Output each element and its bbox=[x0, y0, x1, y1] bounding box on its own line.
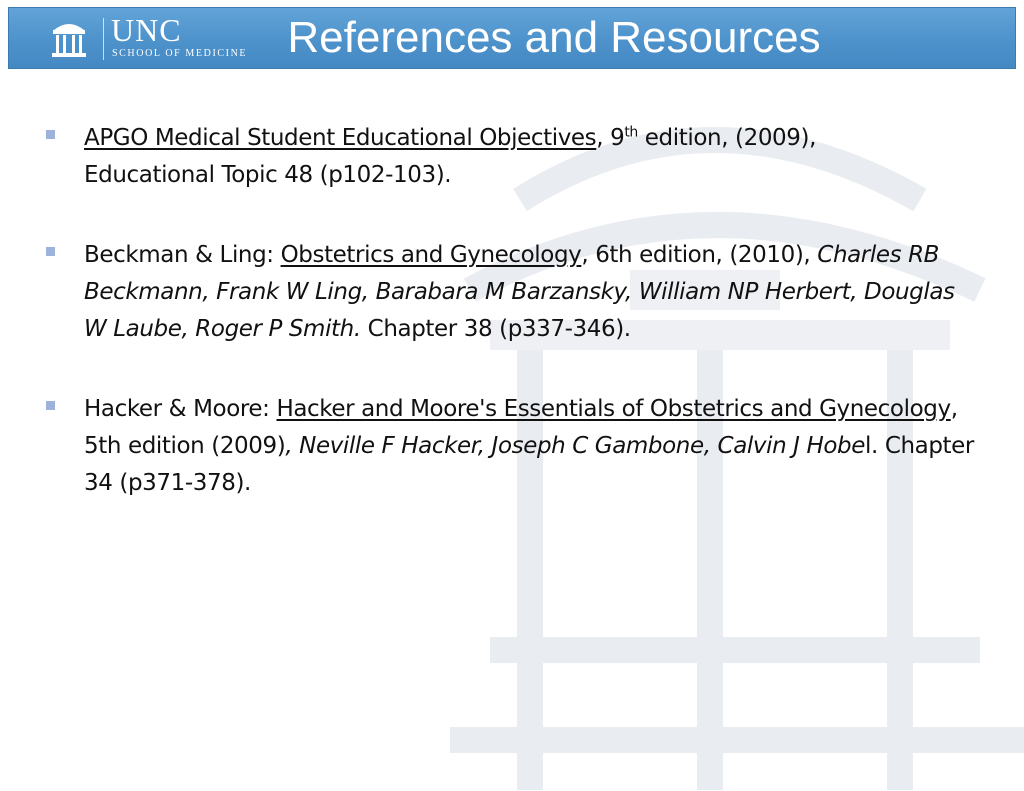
bullet-icon bbox=[46, 401, 55, 410]
reference-topic: Educational Topic 48 (p102-103). bbox=[84, 162, 452, 188]
slide-title: References and Resources bbox=[287, 13, 821, 62]
reference-edition: , 5th edition (2009) bbox=[84, 396, 958, 459]
slide-header bbox=[8, 7, 1016, 69]
reference-chapter: Chapter 38 (p337-346). bbox=[360, 316, 631, 342]
reference-edition: , 9 bbox=[596, 125, 625, 151]
reference-prefix: Beckman & Ling: bbox=[84, 242, 281, 268]
reference-authors-tail: l. bbox=[865, 433, 878, 459]
reference-prefix: Hacker & Moore: bbox=[84, 396, 277, 422]
logo-school-text: SCHOOL OF MEDICINE bbox=[112, 48, 248, 59]
reference-edition-suffix: edition, (2009), bbox=[637, 125, 817, 151]
reference-edition: , 6th edition, (2010), bbox=[581, 242, 811, 268]
reference-item-hacker bbox=[44, 391, 974, 502]
references-list bbox=[44, 120, 974, 545]
bullet-icon bbox=[46, 130, 55, 139]
reference-link-hacker[interactable]: Hacker and Moore's Essentials of Obstetrics and Gynecology bbox=[276, 396, 951, 422]
reference-edition-sup: th bbox=[624, 124, 638, 141]
logo-unc-text: UNC bbox=[111, 12, 182, 48]
reference-item-beckman bbox=[44, 237, 974, 348]
reference-link-beckman[interactable]: Obstetrics and Gynecology bbox=[280, 242, 582, 268]
bullet-icon bbox=[46, 247, 55, 256]
reference-link-apgo[interactable]: APGO Medical Student Educational Objectives bbox=[84, 125, 597, 151]
reference-chapter: Chapter 34 (p371-378). bbox=[84, 433, 974, 496]
reference-authors: Charles RB Beckmann, Frank W Ling, Barabara M Barzansky, William NP Herbert, Douglas W Laube, Roger P Smith. bbox=[84, 242, 955, 342]
reference-authors: , Neville F Hacker, Joseph C Gambone, Calvin J Hobe bbox=[285, 433, 865, 459]
reference-item-apgo bbox=[44, 120, 974, 194]
